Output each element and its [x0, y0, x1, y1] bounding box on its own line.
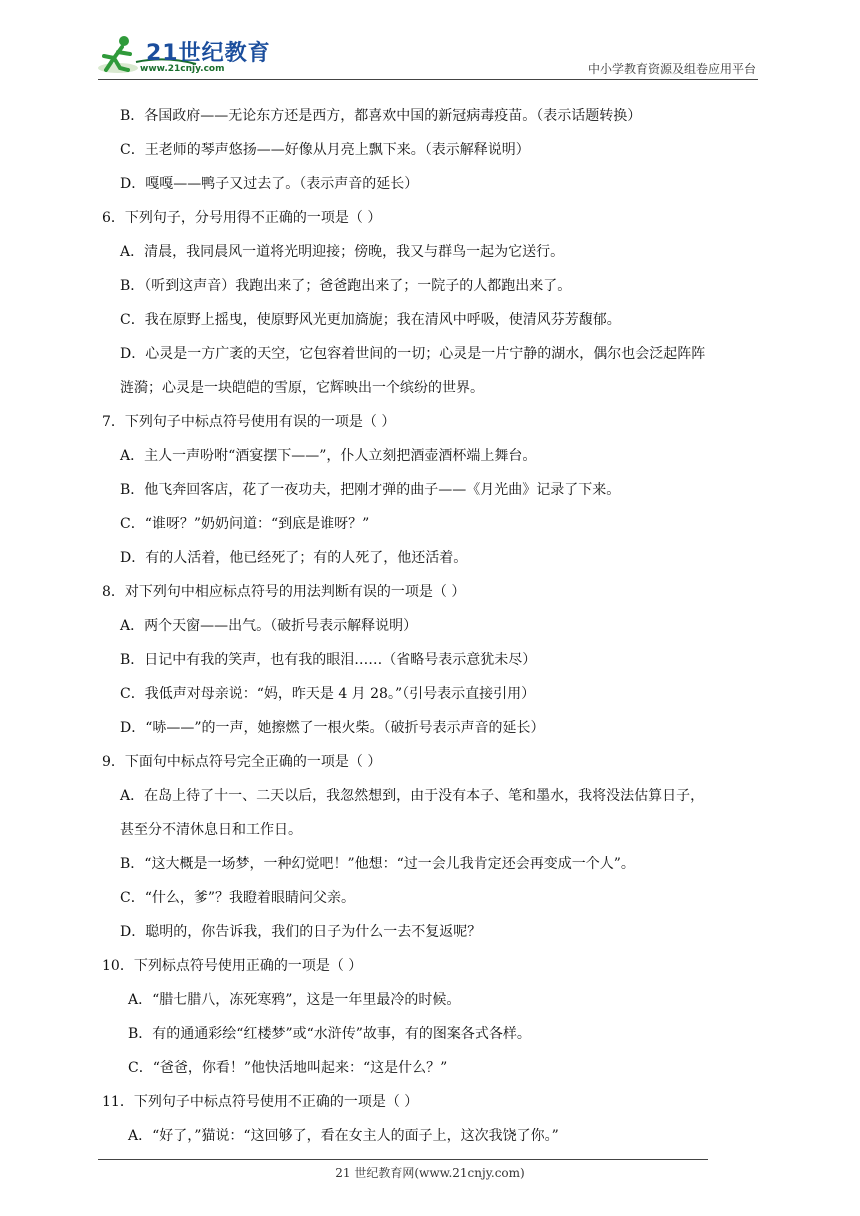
answer-option: B．各国政府——无论东方还是西方，都喜欢中国的新冠病毒疫苗。（表示话题转换） [120, 108, 642, 124]
question-stem: 7．下列句子中标点符号使用有误的一项是（ ） [102, 414, 396, 430]
answer-option: B．日记中有我的笑声，也有我的眼泪……（省略号表示意犹未尽） [120, 652, 537, 668]
answer-option: 涟漪；心灵是一块皑皑的雪原，它辉映出一个缤纷的世界。 [120, 380, 484, 396]
answer-option: A．在岛上待了十一、二天以后，我忽然想到，由于没有本子、笔和墨水，我将没法估算日子， [120, 788, 705, 804]
answer-option: C．我在原野上摇曳，使原野风光更加旖旎；我在清风中呼吸，使清风芬芳馥郁。 [120, 312, 621, 328]
answer-option: A．“腊七腊八，冻死寒鸦”，这是一年里最冷的时候。 [128, 992, 461, 1008]
footer-divider [98, 1159, 708, 1160]
answer-option: A．主人一声吩咐“酒宴摆下——”，仆人立刻把酒壶酒杯端上舞台。 [120, 448, 537, 464]
question-stem: 9．下面句中标点符号完全正确的一项是（ ） [102, 754, 382, 770]
answer-option: A．两个天窗——出气。（破折号表示解释说明） [120, 618, 418, 634]
logo-url: www.21cnjy.com [140, 64, 225, 74]
answer-option: B．“这大概是一场梦，一种幻觉吧！”他想：“过一会儿我肯定还会再变成一个人”。 [120, 856, 635, 872]
answer-option: C．我低声对母亲说：“妈，昨天是 4 月 28。”（引号表示直接引用） [120, 686, 536, 702]
answer-option: 甚至分不清休息日和工作日。 [120, 822, 302, 838]
answer-option: A．清晨，我同晨风一道将光明迎接；傍晚，我又与群鸟一起为它送行。 [120, 244, 565, 260]
question-stem: 6．下列句子，分号用得不正确的一项是（ ） [102, 210, 382, 226]
answer-option: D．心灵是一方广袤的天空，它包容着世间的一切；心灵是一片宁静的湖水，偶尔也会泛起阵阵 [120, 346, 706, 362]
answer-option: D．嘎嘎——鸭子又过去了。（表示声音的延长） [120, 176, 419, 192]
answer-option: C．“谁呀？”奶奶问道：“到底是谁呀？” [120, 516, 370, 532]
answer-option: B．有的通通彩绘“红楼梦”或“水浒传”故事，有的图案各式各样。 [128, 1026, 531, 1042]
answer-option: B．他飞奔回客店，花了一夜功夫，把刚才弹的曲子——《月光曲》记录了下来。 [120, 482, 621, 498]
header-divider [98, 79, 758, 80]
answer-option: C．“什么，爹”？我瞪着眼睛问父亲。 [120, 890, 356, 906]
answer-option: B．（听到这声音）我跑出来了；爸爸跑出来了；一院子的人都跑出来了。 [120, 278, 572, 294]
answer-option: D．“哧——”的一声，她擦燃了一根火柴。（破折号表示声音的延长） [120, 720, 545, 736]
answer-option: D．有的人活着，他已经死了；有的人死了，他还活着。 [120, 550, 468, 566]
page-header [0, 0, 860, 90]
logo-text: 21世纪教育 [146, 41, 271, 66]
answer-option: D．聪明的，你告诉我，我们的日子为什么一去不复返呢？ [120, 924, 482, 940]
answer-option: C．王老师的琴声悠扬——好像从月亮上飘下来。（表示解释说明） [120, 142, 530, 158]
question-stem: 11．下列句子中标点符号使用不正确的一项是（ ） [102, 1094, 419, 1110]
page-footer: 21 世纪教育网(www.21cnjy.com) [335, 1166, 525, 1180]
question-stem: 8．对下列句中相应标点符号的用法判断有误的一项是（ ） [102, 584, 466, 600]
platform-name: 中小学教育资源及组卷应用平台 [587, 62, 756, 76]
question-stem: 10．下列标点符号使用正确的一项是（ ） [102, 958, 363, 974]
answer-option: C．“爸爸，你看！”他快活地叫起来：“这是什么？” [128, 1060, 448, 1076]
answer-option: A．“好了，”猫说：“这回够了，看在女主人的面子上，这次我饶了你。” [128, 1128, 559, 1144]
